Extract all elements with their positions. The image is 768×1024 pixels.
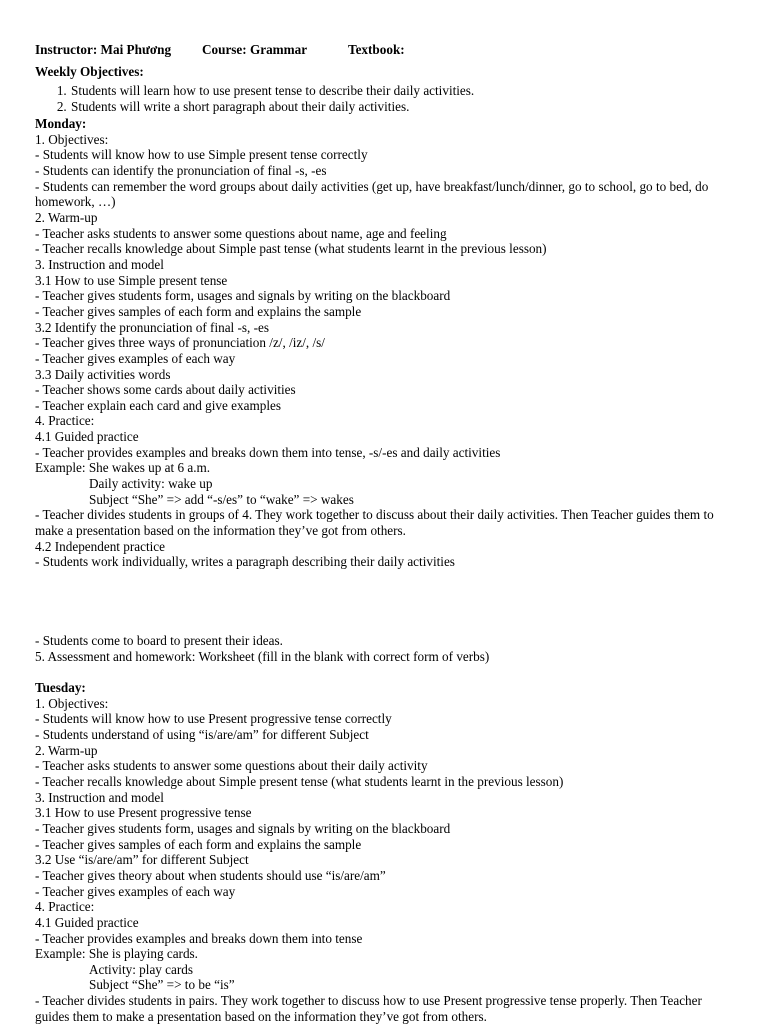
text-line: Example: She is playing cards. bbox=[35, 946, 198, 962]
text-line: 3. Instruction and model bbox=[35, 256, 164, 272]
text-line: 2. Warm-up bbox=[35, 742, 98, 758]
text-line: - Teacher provides examples and breaks down them into tense, -s/-es and daily activities bbox=[35, 444, 501, 460]
text-line: - Students understand of using “is/are/am” for different Subject bbox=[35, 726, 369, 742]
text-line: 3. Instruction and model bbox=[35, 789, 164, 805]
day-heading: Monday: bbox=[35, 116, 87, 131]
text-line: - Teacher asks students to answer some questions about their daily activity bbox=[35, 758, 428, 774]
text-line: - Students can identify the pronunciation of final -s, -es bbox=[35, 162, 327, 178]
text-line: Example: She wakes up at 6 a.m. bbox=[35, 460, 211, 476]
text-line: - Teacher divides students in pairs. They work together to discuss how to use Present progressive tense properly. Then Teacher guides them to make a presentation based on the information they’ve got from others. bbox=[35, 993, 706, 1024]
text-line: 3.2 Use “is/are/am” for different Subject bbox=[35, 852, 249, 868]
text-line: 4.2 Independent practice bbox=[35, 538, 165, 554]
tuesday-section bbox=[35, 680, 735, 1024]
text-line: - Students will know how to use Present progressive tense correctly bbox=[35, 711, 392, 727]
text-line: - Teacher gives samples of each form and explains the sample bbox=[35, 303, 362, 319]
text-line: - Students will know how to use Simple present tense correctly bbox=[35, 147, 368, 163]
weekly-objective-item: 1. Students will learn how to use present tense to describe their daily activities. bbox=[70, 83, 474, 99]
text-line: 1. Objectives: bbox=[35, 695, 109, 711]
weekly-objective-item: 2. Students will write a short paragraph about their daily activities. bbox=[70, 99, 474, 115]
text-line: - Teacher gives samples of each form and explains the sample bbox=[35, 836, 362, 852]
text-line: - Teacher provides examples and breaks down them into tense bbox=[35, 930, 363, 946]
text-line: Subject “She” => to be “is” bbox=[89, 977, 235, 993]
monday-section bbox=[35, 116, 735, 570]
text-line: 4.1 Guided practice bbox=[35, 914, 139, 930]
text-line: 4. Practice: bbox=[35, 899, 95, 915]
text-line: - Teacher gives three ways of pronunciation /z/, /iz/, /s/ bbox=[35, 335, 325, 351]
text-line: - Teacher recalls knowledge about Simple present tense (what students learnt in the previous lesson) bbox=[35, 773, 564, 789]
text-line: 2. Warm-up bbox=[35, 209, 98, 225]
course-label: Course: Grammar bbox=[202, 42, 308, 57]
text-line: - Teacher divides students in groups of 4. They work together to discuss about their daily activities. Then Teacher guides them to make a presentation based on the information they’ve got from others. bbox=[35, 507, 718, 539]
text-line: - Teacher gives theory about when students should use “is/are/am” bbox=[35, 867, 386, 883]
text-line: - Students work individually, writes a paragraph describing their daily activities bbox=[35, 554, 455, 570]
text-line: - Teacher shows some cards about daily activities bbox=[35, 382, 296, 398]
text-line: - Teacher gives students form, usages and signals by writing on the blackboard bbox=[35, 820, 451, 836]
text-line: - Teacher gives examples of each way bbox=[35, 883, 236, 899]
weekly-objectives-list bbox=[35, 83, 474, 115]
text-line: - Students come to board to present their ideas. bbox=[35, 633, 283, 648]
text-line: Activity: play cards bbox=[89, 961, 194, 977]
instructor-label: Instructor: Mai Phương bbox=[35, 42, 172, 57]
text-line: Subject “She” => add “-s/es” to “wake” => wakes bbox=[89, 491, 354, 507]
text-line: 3.2 Identify the pronunciation of final -s, -es bbox=[35, 319, 270, 335]
text-line: 4.1 Guided practice bbox=[35, 429, 139, 445]
text-line: 3.3 Daily activities words bbox=[35, 366, 171, 382]
textbook-label: Textbook: bbox=[348, 42, 405, 57]
text-line: 4. Practice: bbox=[35, 413, 95, 429]
text-line: Daily activity: wake up bbox=[89, 476, 213, 492]
text-line: 5. Assessment and homework: Worksheet (fill in the blank with correct form of verbs) bbox=[35, 648, 490, 664]
text-line: - Students can remember the word groups about daily activities (get up, have breakfast/lunch/dinner, go to school, go to bed, do homework, …) bbox=[35, 178, 712, 210]
day-heading: Tuesday: bbox=[35, 680, 86, 695]
text-line: 3.1 How to use Simple present tense bbox=[35, 272, 228, 288]
monday-section-end bbox=[35, 633, 735, 664]
text-line: - Teacher gives examples of each way bbox=[35, 350, 236, 366]
text-line: - Teacher asks students to answer some questions about name, age and feeling bbox=[35, 225, 447, 241]
text-line: - Teacher gives students form, usages and signals by writing on the blackboard bbox=[35, 288, 451, 304]
text-line: - Teacher explain each card and give examples bbox=[35, 397, 281, 413]
weekly-objectives-title: Weekly Objectives: bbox=[35, 64, 144, 79]
text-line: 1. Objectives: bbox=[35, 131, 109, 147]
text-line: 3.1 How to use Present progressive tense bbox=[35, 805, 252, 821]
text-line: - Teacher recalls knowledge about Simple past tense (what students learnt in the previous lesson) bbox=[35, 241, 547, 257]
